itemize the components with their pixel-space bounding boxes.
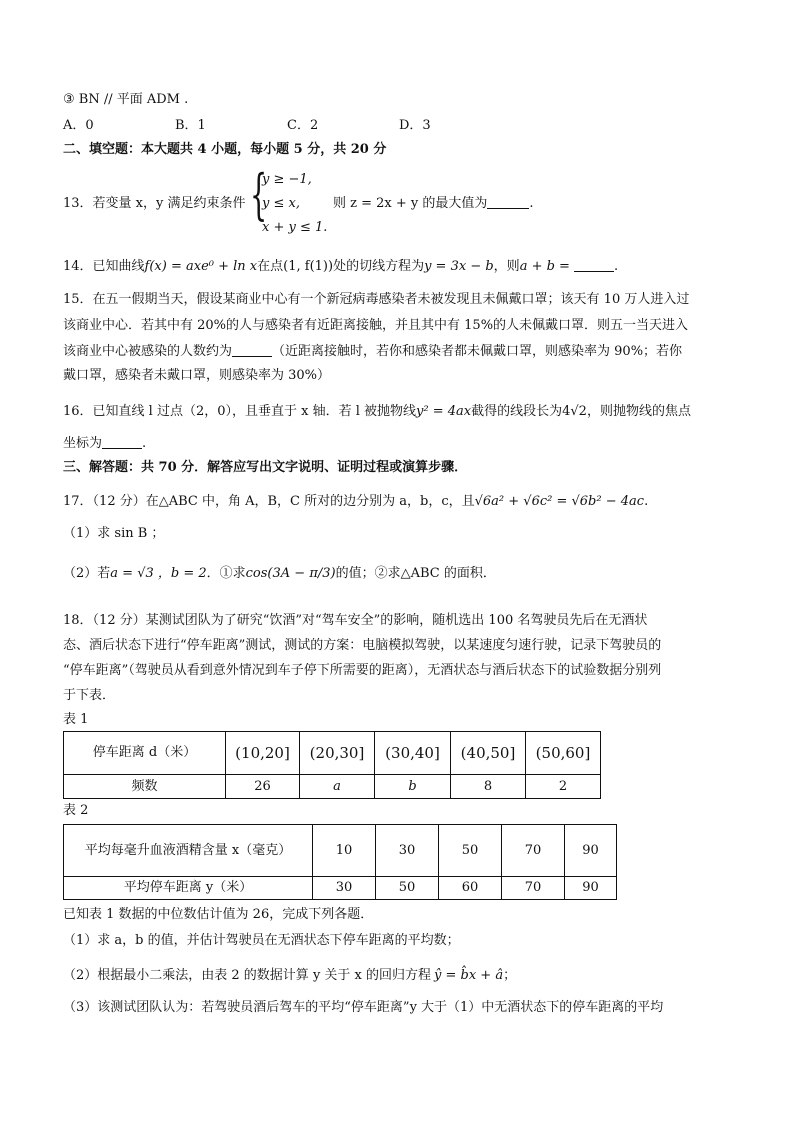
q16-line2: 坐标为 bbox=[63, 436, 103, 451]
q18-line-4: 于下表． bbox=[63, 688, 116, 703]
table1-row-counts bbox=[64, 775, 601, 799]
q13-end: . bbox=[529, 196, 534, 211]
table2-y-value: 70 bbox=[502, 877, 565, 900]
q12-item3: ③ BN // 平面 ADM . bbox=[63, 92, 189, 107]
q16-prefix: 16．已知直线 l 过点（2，0），且垂直于 x 轴．若 l 被抛物线 bbox=[63, 404, 417, 419]
table1-caption: 表 1 bbox=[63, 712, 89, 727]
q13-suffix-text: 则 z = 2x + y 的最大值为 bbox=[333, 196, 488, 211]
q13-constraint-2: y ≤ x, bbox=[262, 196, 300, 211]
table1-count: 26 bbox=[226, 775, 300, 799]
table1-row-intervals bbox=[64, 732, 601, 775]
q17-stem bbox=[63, 494, 648, 510]
option-d: D．3 bbox=[399, 118, 431, 133]
q16-parabola: y² = 4ax bbox=[416, 404, 472, 419]
q15-line-3-suffix: （近距离接触时，若你和感染者都未佩戴口罩，则感染率为 90%；若你 bbox=[272, 344, 683, 359]
q18-part2-eq: ŷ = b̂x + â bbox=[434, 968, 504, 983]
q17-part2-given: a = √3 ，b = 2 bbox=[110, 566, 207, 581]
table2-x-value: 10 bbox=[313, 825, 376, 877]
q13-prefix: 13．若变量 x，y 满足约束条件 bbox=[63, 196, 246, 211]
q18-part2-end: ； bbox=[503, 968, 517, 983]
q18-after-tables: 已知表 1 数据的中位数估计值为 26，完成下列各题． bbox=[63, 907, 374, 922]
q14-end: . bbox=[613, 259, 619, 274]
q14-answer-blank[interactable] bbox=[574, 259, 614, 272]
table1-count: 2 bbox=[526, 775, 601, 799]
q14-mid3: ，则 bbox=[493, 259, 520, 274]
table1-interval: (20,30] bbox=[300, 732, 375, 775]
q17-part2-suffix: 的值；②求△ABC 的面积． bbox=[335, 566, 496, 581]
option-a: A．0 bbox=[63, 118, 94, 133]
table2-x-value: 70 bbox=[502, 825, 565, 877]
table2-y-value: 90 bbox=[565, 877, 617, 900]
q16-answer-blank[interactable] bbox=[102, 436, 142, 449]
q13-constraint-3: x + y ≤ 1. bbox=[262, 220, 328, 235]
q18-line-1: 18．（12 分）某测试团队为了研究“饮酒”对“驾车安全”的影响，随机选出 100 名驾驶员先后在无酒状 bbox=[63, 613, 648, 628]
q18-part2-prefix: （2）根据最小二乘法，由表 2 的数据计算 y 关于 x 的回归方程 bbox=[63, 968, 432, 983]
q14-point: (1, f(1)) bbox=[283, 259, 334, 274]
q17-stem-prefix: 17．（12 分）在△ABC 中，角 A，B，C 所对的边分别为 a，b，c，且 bbox=[63, 494, 475, 509]
q14-tangent: y = 3x − b bbox=[424, 259, 494, 274]
q17-part2-cos: cos(3A − π/3) bbox=[245, 566, 336, 581]
q13-constraint-1: y ≥ −1, bbox=[262, 172, 312, 187]
q17-part2-mid: ．①求 bbox=[206, 566, 246, 581]
section3-heading: 三、解答题：共 70 分．解答应写出文字说明、证明过程或演算步骤． bbox=[63, 460, 468, 475]
q16-line-2 bbox=[63, 436, 146, 452]
table2-y-value: 60 bbox=[439, 877, 502, 900]
q14-curve: f(x) = axe⁰ + ln x bbox=[144, 259, 258, 274]
table2-x-value: 30 bbox=[376, 825, 439, 877]
section2-heading: 二、填空题：本大题共 4 小题，每小题 5 分，共 20 分 bbox=[63, 142, 387, 157]
table2-x-label: 平均每毫升血液酒精含量 x（毫克） bbox=[64, 825, 313, 877]
table1-interval: (30,40] bbox=[375, 732, 451, 775]
q13-answer-blank[interactable] bbox=[487, 196, 529, 209]
table2-x-value: 90 bbox=[565, 825, 617, 877]
q15-line-3-prefix: 该商业中心被感染的人数约为 bbox=[63, 344, 233, 359]
table1-header-label: 停车距离 d（米） bbox=[64, 732, 226, 775]
table1-interval: (40,50] bbox=[451, 732, 526, 775]
table2-row-y bbox=[64, 877, 617, 900]
option-c: C．2 bbox=[287, 118, 319, 133]
q18-part3: （3）该测试团队认为：若驾驶员酒后驾车的平均“停车距离”y 大于（1）中无酒状态下的停车距离的平均 bbox=[63, 1000, 664, 1015]
q17-part2-prefix: （2）若 bbox=[63, 566, 111, 581]
table2-x-value: 50 bbox=[439, 825, 502, 877]
q15-line-3 bbox=[63, 344, 682, 360]
q18-part2 bbox=[63, 968, 516, 984]
q17-part2 bbox=[63, 566, 496, 582]
table1-count: 8 bbox=[451, 775, 526, 799]
q17-stem-end: . bbox=[644, 494, 649, 509]
q15-answer-blank[interactable] bbox=[232, 344, 272, 357]
table-1 bbox=[63, 731, 601, 799]
q16-line-1 bbox=[63, 404, 691, 420]
q15-line-2: 该商业中心．若其中有 20%的人与感染者有近距离接触，并且其中有 15%的人未佩戴口罩．则五一当天进入 bbox=[63, 318, 689, 333]
q17-stem-eq: √6a² + √6c² = √6b² − 4ac bbox=[474, 494, 645, 509]
q18-line-2: 态、酒后状态下进行“停车距离”测试，测试的方案：电脑模拟驾驶，以某速度匀速行驶，记录下驾驶员的 bbox=[63, 638, 662, 653]
table1-count: a bbox=[300, 775, 375, 799]
table-2 bbox=[63, 824, 617, 900]
q12-options bbox=[63, 118, 431, 134]
q18-line-3: “停车距离”（驾驶员从看到意外情况到车子停下所需要的距离），无酒状态与酒后状态下的试验数据分别列 bbox=[63, 663, 662, 678]
q15-line-4: 戴口罩，感染者未戴口罩，则感染率为 30%） bbox=[63, 368, 331, 383]
table1-interval: (10,20] bbox=[226, 732, 300, 775]
q14-mid: 在点 bbox=[257, 259, 284, 274]
option-b: B．1 bbox=[175, 118, 206, 133]
q14 bbox=[63, 259, 618, 275]
table2-y-value: 30 bbox=[313, 877, 376, 900]
table2-row-x bbox=[64, 825, 617, 877]
table1-count: b bbox=[375, 775, 451, 799]
table2-y-value: 50 bbox=[376, 877, 439, 900]
q17-part1: （1）求 sin B ； bbox=[63, 526, 165, 541]
q16-suffix: ，则抛物线的焦点 bbox=[586, 404, 691, 419]
q16-end: . bbox=[142, 436, 147, 451]
q14-mid2: 处的切线方程为 bbox=[333, 259, 425, 274]
q14-prefix: 14．已知曲线 bbox=[63, 259, 145, 274]
q14-expr: a + b = bbox=[519, 259, 570, 274]
q18-part1: （1）求 a，b 的值，并估计驾驶员在无酒状态下停车距离的平均数； bbox=[63, 933, 460, 948]
q15-line-1: 15．在五一假期当天，假设某商业中心有一个新冠病毒感染者未被发现且未佩戴口罩；该天有 10 万人进入过 bbox=[63, 292, 690, 307]
q13-brace: { bbox=[250, 163, 268, 226]
table2-y-label: 平均停车距离 y（米） bbox=[64, 877, 313, 900]
q16-mid: 截得的线段长为 bbox=[471, 404, 563, 419]
table1-count-label: 频数 bbox=[64, 775, 226, 799]
table1-interval: (50,60] bbox=[526, 732, 601, 775]
q13-suffix bbox=[333, 196, 534, 212]
q16-length: 4√2 bbox=[562, 404, 587, 419]
table2-caption: 表 2 bbox=[63, 803, 89, 818]
